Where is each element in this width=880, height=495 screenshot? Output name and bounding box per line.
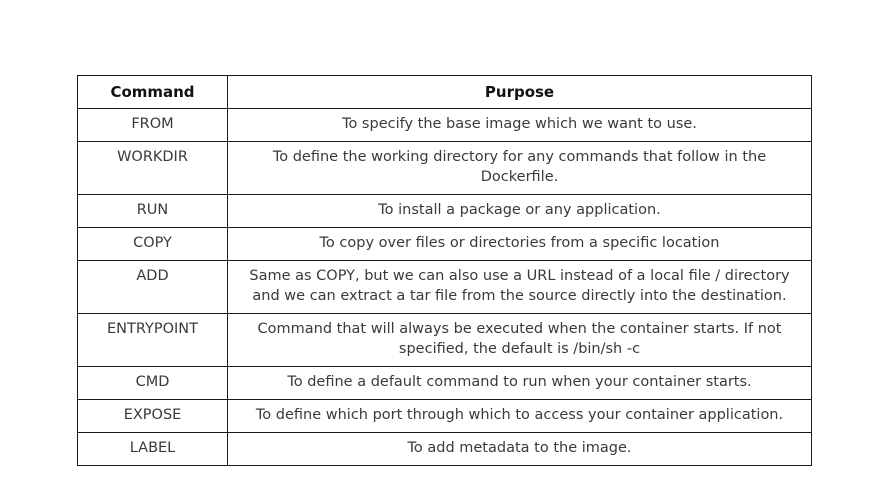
purpose-cell: To define which port through which to access your container application. <box>228 400 812 433</box>
command-cell: FROM <box>78 109 228 142</box>
header-purpose: Purpose <box>228 76 812 109</box>
table-row <box>78 261 812 314</box>
command-cell: CMD <box>78 367 228 400</box>
command-cell: RUN <box>78 195 228 228</box>
command-cell: LABEL <box>78 433 228 466</box>
table-row <box>78 433 812 466</box>
header-command: Command <box>78 76 228 109</box>
dockerfile-commands-table <box>77 75 812 466</box>
command-cell: ADD <box>78 261 228 314</box>
purpose-cell: To specify the base image which we want to use. <box>228 109 812 142</box>
purpose-cell: Command that will always be executed when the container starts. If not specified, the default is /bin/sh -c <box>228 314 812 367</box>
purpose-cell: Same as COPY, but we can also use a URL instead of a local file / directory and we can extract a tar file from the source directly into the destination. <box>228 261 812 314</box>
command-cell: COPY <box>78 228 228 261</box>
command-cell: EXPOSE <box>78 400 228 433</box>
table-row <box>78 142 812 195</box>
table-row <box>78 314 812 367</box>
table-row <box>78 400 812 433</box>
purpose-cell: To copy over files or directories from a specific location <box>228 228 812 261</box>
table-row <box>78 195 812 228</box>
purpose-cell: To define the working directory for any commands that follow in the Dockerfile. <box>228 142 812 195</box>
table-row <box>78 228 812 261</box>
purpose-cell: To add metadata to the image. <box>228 433 812 466</box>
dockerfile-commands-table-container <box>77 75 811 466</box>
table-header-row <box>78 76 812 109</box>
purpose-cell: To define a default command to run when your container starts. <box>228 367 812 400</box>
command-cell: ENTRYPOINT <box>78 314 228 367</box>
table-row <box>78 367 812 400</box>
table-row <box>78 109 812 142</box>
purpose-cell: To install a package or any application. <box>228 195 812 228</box>
command-cell: WORKDIR <box>78 142 228 195</box>
